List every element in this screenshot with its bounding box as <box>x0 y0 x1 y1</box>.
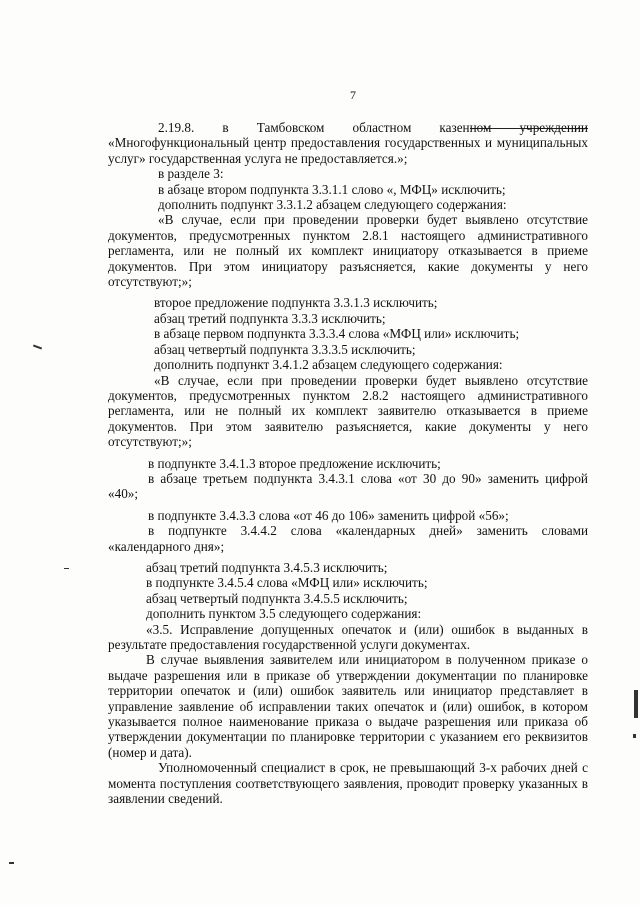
paragraph-quote-2: «В случае, если при проведении проверки будет выявлено отсутствие документов, предусмотренных пунктом 2.8.2 настоящего административного регламента, или не полный их комплект заявителю отказывается в приеме документов. При этом заявителю разъясняется, какие документы у него отсутствуют;»; <box>108 372 588 450</box>
paragraph-3-4-4-2: в подпункте 3.4.4.2 слова «календарных дней» заменить словами «календарного дня»; <box>108 523 588 554</box>
paragraph-3-4-5-4: в подпункте 3.4.5.4 слова «МФЦ или» исключить; <box>146 575 428 591</box>
paragraph-2-19-8: 2.19.8. в Тамбовском областном казенном учреждении «Многофункциональный центр предоставления государственных и муниципальных услуг» государственная услуга не предоставляется.»; <box>108 120 588 166</box>
paragraph-3-4-1-2: дополнить подпункт 3.4.1.2 абзацем следующего содержания: <box>154 357 503 373</box>
paragraph-errors-detected: В случае выявления заявителем или инициатором в полученном приказе о выдаче разрешения или в приказе об утверждении документации по планировке территории опечаток и (или) ошибок заявитель или инициатор представляет в управление заявление об исправлении таких опечаток и (или) ошибок, в котором указывается полное наименование приказа о выдаче разрешения или приказа об утверждении документации по планировке территории с указанием его реквизитов (номер и дата). <box>108 652 588 760</box>
paragraph-quote-1: «В случае, если при проведении проверки будет выявлено отсутствие документов, предусмотренных пунктом 2.8.1 настоящего административного регламента, или не полный их комплект инициатору отказывается в приеме документов. При этом инициатору разъясняется, какие документы у него отсутствуют;»; <box>108 212 588 290</box>
paragraph-specialist-check: Уполномоченный специалист в срок, не превышающий 3-х рабочих дней с момента поступления соответствующего заявления, проводит проверку указанных в заявлении сведений. <box>108 760 588 807</box>
page-number: 7 <box>350 88 356 102</box>
paragraph-section-3: в разделе 3: <box>158 166 224 182</box>
paragraph-3-5-intro: дополнить пунктом 3.5 следующего содержания: <box>146 606 422 622</box>
paragraph-3-3-1-3: второе предложение подпункта 3.3.1.3 исключить; <box>154 295 438 311</box>
paragraph-3-4-1-3: в подпункте 3.4.1.3 второе предложение исключить; <box>148 455 441 471</box>
paragraph-3-3-1-2: дополнить подпункт 3.3.1.2 абзацем следующего содержания: <box>158 197 507 213</box>
paragraph-3-5: «3.5. Исправление допущенных опечаток и (или) ошибок в выданных в результате предоставления государственной услуги документах. <box>108 621 588 652</box>
paragraph-3-4-3-3: в подпункте 3.4.3.3 слова «от 46 до 106» заменить цифрой «56»; <box>148 507 509 523</box>
scan-mark-right-2 <box>633 734 636 738</box>
paragraph-3-3-1-1: в абзаце втором подпункта 3.3.1.1 слово «, МФЦ» исключить; <box>158 181 506 197</box>
paragraph-3-3-3-4: в абзаце первом подпункта 3.3.3.4 слова «МФЦ или» исключить; <box>154 326 520 342</box>
paragraph-3-4-3-1: в абзаце третьем подпункта 3.4.3.1 слова «от 30 до 90» заменить цифрой «40»; <box>108 470 588 502</box>
scan-mark-left-2 <box>64 568 69 569</box>
scan-mark-right-1 <box>634 690 638 718</box>
paragraph-3-4-5-5: абзац четвертый подпункта 3.4.5.5 исключить; <box>146 590 408 606</box>
scan-mark-left-1 <box>33 345 42 350</box>
paragraph-3-4-5-3: абзац третий подпункта 3.4.5.3 исключить; <box>146 559 388 575</box>
document-body <box>108 120 588 806</box>
paragraph-3-3-3: абзац третий подпункта 3.3.3 исключить; <box>154 310 386 326</box>
scan-mark-left-3 <box>9 862 14 864</box>
paragraph-3-3-3-5: абзац четвертый подпункта 3.3.3.5 исключить; <box>154 341 416 357</box>
